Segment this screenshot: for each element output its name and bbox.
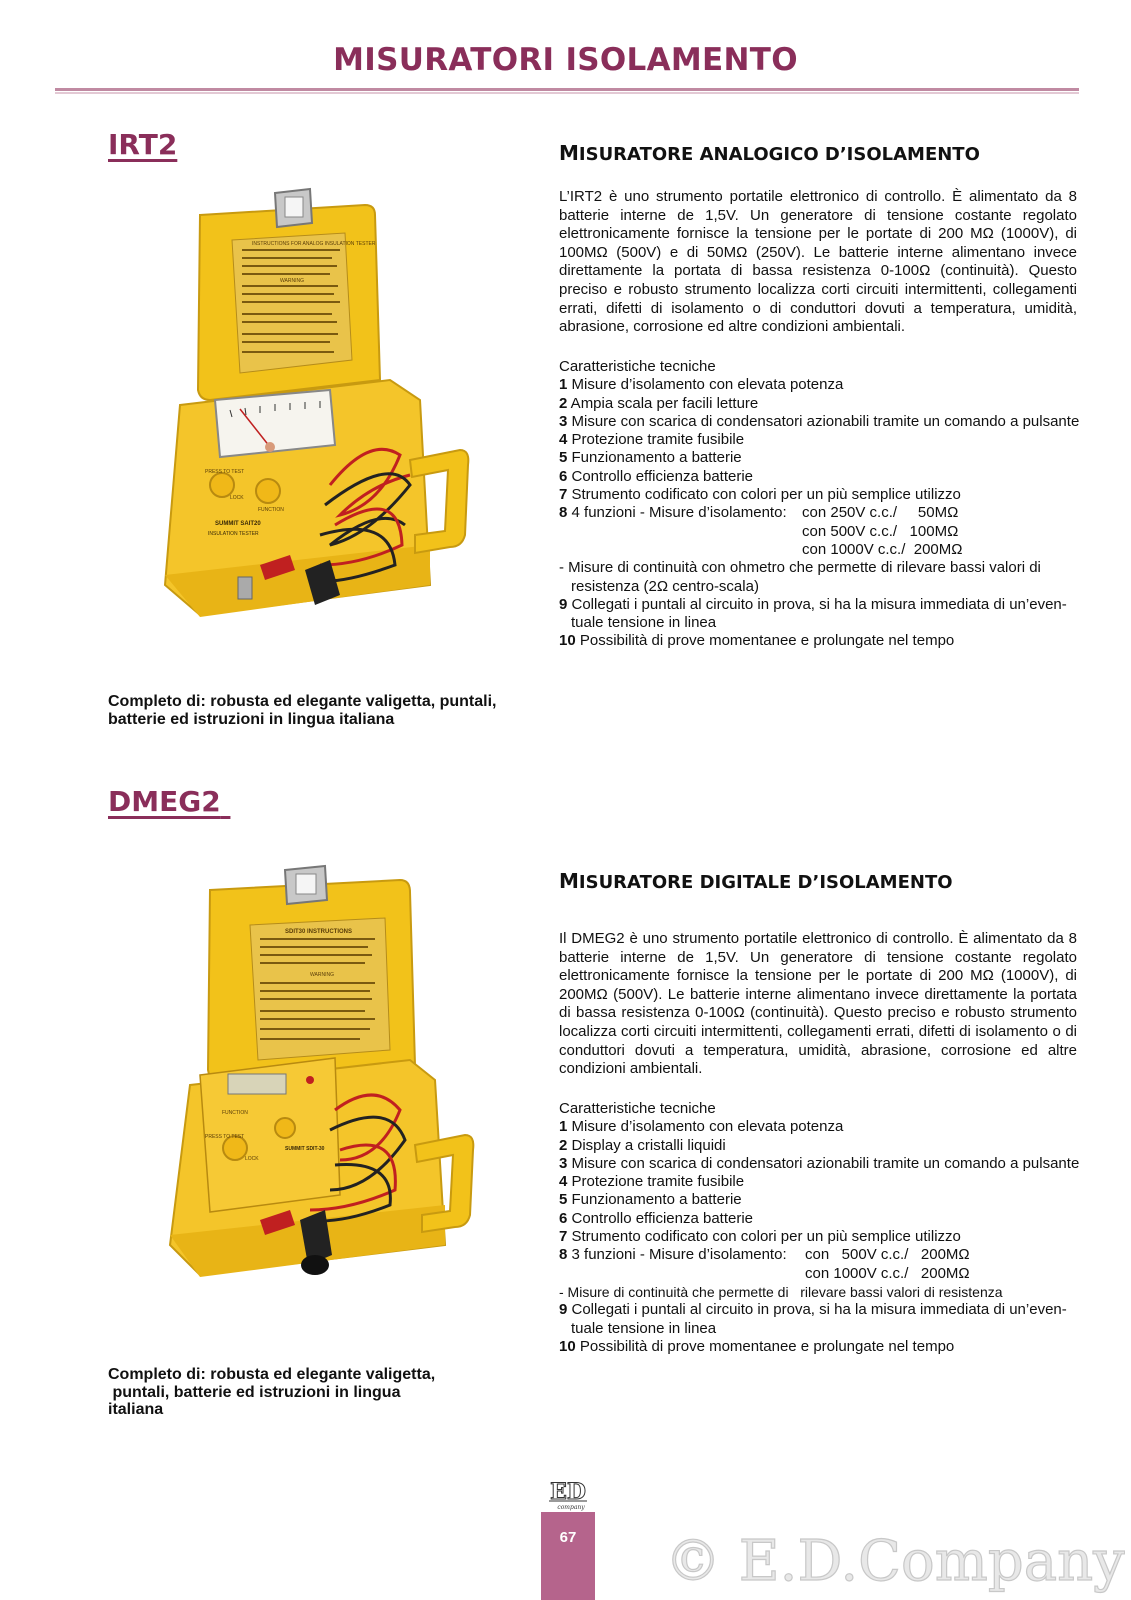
dmeg2-brand-label: SUMMIT SDIT-30 — [285, 1146, 325, 1152]
list-item: 1 Misure d’isolamento con elevata potenza — [559, 376, 844, 394]
list-item: 4 Protezione tramite fusibile — [559, 431, 745, 449]
dmeg2-section-title-initial: M — [559, 869, 579, 893]
list-item: 8 3 funzioni - Misure d’isolamento: con 500V c.c./ 200MΩ — [559, 1246, 970, 1264]
list-item: 6 Controllo efficienza batterie — [559, 467, 754, 485]
list-item: 7 Strumento codificato con colori per un più semplice utilizzo — [559, 486, 961, 504]
list-item: 4 Protezione tramite fusibile — [559, 1173, 745, 1191]
header-divider — [55, 88, 1079, 91]
list-item: 9 Collegati i puntali al circuito in prova, si ha la misura immediata di un’even- — [559, 595, 1067, 613]
irt2-package-contents: Completo di: robusta ed elegante valigetta, puntali, batterie ed istruzioni in lingua italiana — [108, 693, 497, 728]
dmeg2-lock-label: LOCK — [245, 1156, 259, 1162]
irt2-continuity-line: - Misure di continuità con ohmetro che permette di rilevare bassi valori di — [559, 559, 1041, 577]
irt2-specs-heading: Caratteristiche tecniche — [559, 358, 716, 375]
dmeg2-range-1: con 500V c.c./ 200MΩ — [805, 1246, 970, 1264]
irt2-subtitle-label: INSULATION TESTER — [208, 531, 259, 537]
irt2-range-2: con 500V c.c./ 100MΩ — [802, 522, 959, 540]
list-item: 2 Ampia scala per facili letture — [559, 394, 759, 412]
irt2-product-image — [140, 185, 500, 655]
list-item: 8 4 funzioni - Misure d’isolamento: con 250V c.c./ 50MΩ — [559, 504, 959, 522]
page-number: 67 — [559, 1529, 577, 1546]
dmeg2-spec9-cont: tuale tensione in linea — [571, 1319, 717, 1337]
svg-text:© E.D.Company: © E.D.Company — [665, 1529, 1125, 1594]
dmeg2-specs — [559, 1100, 1089, 1356]
irt2-brand-label: SUMMIT SAIT20 — [215, 521, 261, 527]
irt2-section-title-initial: M — [559, 141, 579, 165]
dmeg2-function-label: FUNCTION — [222, 1110, 248, 1116]
header-divider-light — [55, 92, 1079, 94]
list-item: 2 Display a cristalli liquidi — [559, 1136, 726, 1154]
dmeg2-continuity-line: - Misure di continuità che permette di rilevare bassi valori di resistenza — [559, 1283, 1003, 1300]
irt2-section-title-text: ISURATORE ANALOGICO D’ISOLAMENTO — [578, 144, 980, 165]
list-item: 10 Possibilità di prove momentanee e prolungate nel tempo — [559, 1337, 955, 1355]
page-number-box — [541, 1512, 595, 1600]
irt2-lock-label: LOCK — [230, 495, 244, 501]
irt2-spec9-cont: tuale tensione in linea — [571, 614, 717, 632]
dmeg2-warning-text: WARNING — [310, 972, 334, 978]
dmeg2-section-title-text: ISURATORE DIGITALE D’ISOLAMENTO — [578, 872, 953, 893]
irt2-specs — [559, 358, 1089, 651]
dmeg2-specs-heading: Caratteristiche tecniche — [559, 1100, 716, 1117]
copyright-watermark — [665, 1520, 1125, 1600]
irt2-range-3: con 1000V c.c./ 200MΩ — [802, 540, 963, 558]
irt2-function-label: FUNCTION — [258, 507, 284, 513]
dmeg2-description: Il DMEG2 è uno strumento portatile elettronico di controllo. È alimentato da 8 batterie interne de 1,5V. Un generatore di tensione costante regolato elettronicamente fornisce la tensione per le portate di 200 MΩ (1000V), di 200MΩ (500V). Le batterie interne alimentano invece direttamente la portata di bassa resistenza 0-100Ω (continuità). Questo preciso e robusto strumento localizza corti circuiti intermittenti, collegamenti errati, difetti di isolamento o di conduttori dovuti a temperatura, umidità, abrasione, corrosione ed altre condizioni ambientali. — [559, 930, 1077, 1078]
irt2-description: L’IRT2 è uno strumento portatile elettronico di controllo. È alimentato da 8 batterie interne de 1,5V. Un generatore di tensione costante regolato elettronicamente fornisce la tensione per le portate di 200 MΩ (1000V), di 100MΩ (500V) e di 50MΩ (250V). Le batterie interne alimentano invece direttamente la portata di bassa resistenza 0-100Ω (continuità). Questo preciso e robusto strumento localizza corti circuiti intermittenti, collegamenti errati, difetti di isolamento o di conduttori dovuti a temperatura, umidità, abrasione, corrosione ed altre condizioni ambientali. — [559, 188, 1077, 336]
svg-text:ED: ED — [550, 1479, 586, 1505]
list-item: 9 Collegati i puntali al circuito in prova, si ha la misura immediata di un’even- — [559, 1301, 1067, 1319]
ed-company-logo — [546, 1479, 590, 1511]
list-item: 6 Controllo efficienza batterie — [559, 1209, 754, 1227]
irt2-continuity-cont: resistenza (2Ω centro-scala) — [571, 577, 759, 595]
list-item: 5 Funzionamento a batterie — [559, 449, 742, 467]
irt2-press-label: PRESS TO TEST — [205, 469, 245, 475]
dmeg2-product-image — [160, 860, 480, 1310]
list-item: 1 Misure d’isolamento con elevata potenza — [559, 1118, 844, 1136]
list-item: 3 Misure con scarica di condensatori azionabili tramite un comando a pulsante — [559, 412, 1080, 430]
list-item: 10 Possibilità di prove momentanee e prolungate nel tempo — [559, 632, 955, 650]
page-title: MISURATORI ISOLAMENTO — [333, 42, 798, 78]
product-model-irt2: IRT2 — [108, 128, 178, 161]
dmeg2-package-contents: Completo di: robusta ed elegante valigetta, puntali, batterie ed istruzioni in lingua italiana — [108, 1366, 436, 1418]
dmeg2-range-2: con 1000V c.c./ 200MΩ — [805, 1264, 970, 1282]
svg-text:company: company — [557, 1504, 585, 1511]
list-item: 5 Funzionamento a batterie — [559, 1191, 742, 1209]
dmeg2-press-label: PRESS TO TEST — [205, 1134, 245, 1140]
dmeg2-instructions-title: SDIT30 INSTRUCTIONS — [285, 929, 353, 935]
irt2-range-1: con 250V c.c./ 50MΩ — [802, 504, 959, 522]
product-model-dmeg2: DMEG2 — [108, 785, 221, 818]
irt2-warning-text: WARNING — [280, 278, 304, 284]
list-item: 7 Strumento codificato con colori per un più semplice utilizzo — [559, 1228, 961, 1246]
irt2-section-title — [559, 141, 980, 165]
irt2-instructions-title: INSTRUCTIONS FOR ANALOG INSULATION TESTER — [252, 241, 376, 247]
list-item: 3 Misure con scarica di condensatori azionabili tramite un comando a pulsante — [559, 1154, 1080, 1172]
dmeg2-section-title — [559, 869, 953, 893]
